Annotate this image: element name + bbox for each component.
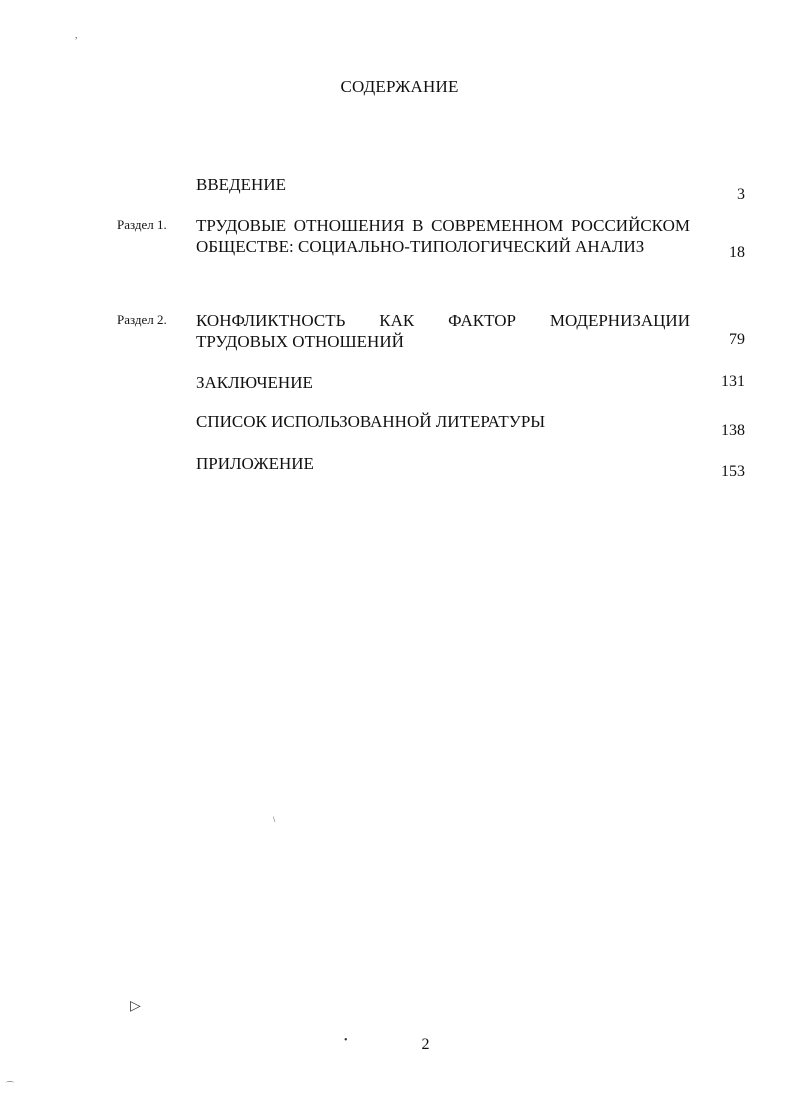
scan-speck-mark: ⌒ bbox=[6, 1081, 14, 1090]
toc-entry-page: 3 bbox=[737, 186, 745, 203]
page-title: СОДЕРЖАНИЕ bbox=[340, 77, 459, 96]
toc-entry-label: Раздел 1. bbox=[117, 217, 167, 232]
scan-speck-mark: \ bbox=[273, 815, 276, 824]
toc-entry-page: 131 bbox=[721, 373, 745, 390]
toc-entry-page: 138 bbox=[721, 422, 745, 439]
scan-speck-mark: • bbox=[344, 1035, 348, 1046]
toc-entry-text: ВВЕДЕНИЕ bbox=[196, 175, 286, 194]
toc-entry-text: ТРУДОВЫЕ ОТНОШЕНИЯ В СОВРЕМЕННОМ РОССИЙСКОМ ОБЩЕСТВЕ: СОЦИАЛЬНО-ТИПОЛОГИЧЕСКИЙ АНАЛИЗ bbox=[196, 216, 690, 256]
toc-entry-text: СПИСОК ИСПОЛЬЗОВАННОЙ ЛИТЕРАТУРЫ bbox=[196, 412, 546, 431]
toc-entry-text: КОНФЛИКТНОСТЬ КАК ФАКТОР МОДЕРНИЗАЦИИ ТРУДОВЫХ ОТНОШЕНИЙ bbox=[196, 311, 690, 351]
toc-entry-page: 18 bbox=[729, 244, 745, 261]
scan-speck-mark: , bbox=[75, 30, 78, 40]
toc-entry-label: Раздел 2. bbox=[117, 312, 167, 327]
page-number: 2 bbox=[421, 1036, 430, 1053]
toc-entry-page: 153 bbox=[721, 463, 745, 480]
toc-entry-page: 79 bbox=[729, 331, 745, 348]
toc-entry-text: ПРИЛОЖЕНИЕ bbox=[196, 454, 314, 473]
scan-speck-mark: ▷ bbox=[130, 999, 141, 1014]
toc-entry-text: ЗАКЛЮЧЕНИЕ bbox=[196, 373, 313, 392]
